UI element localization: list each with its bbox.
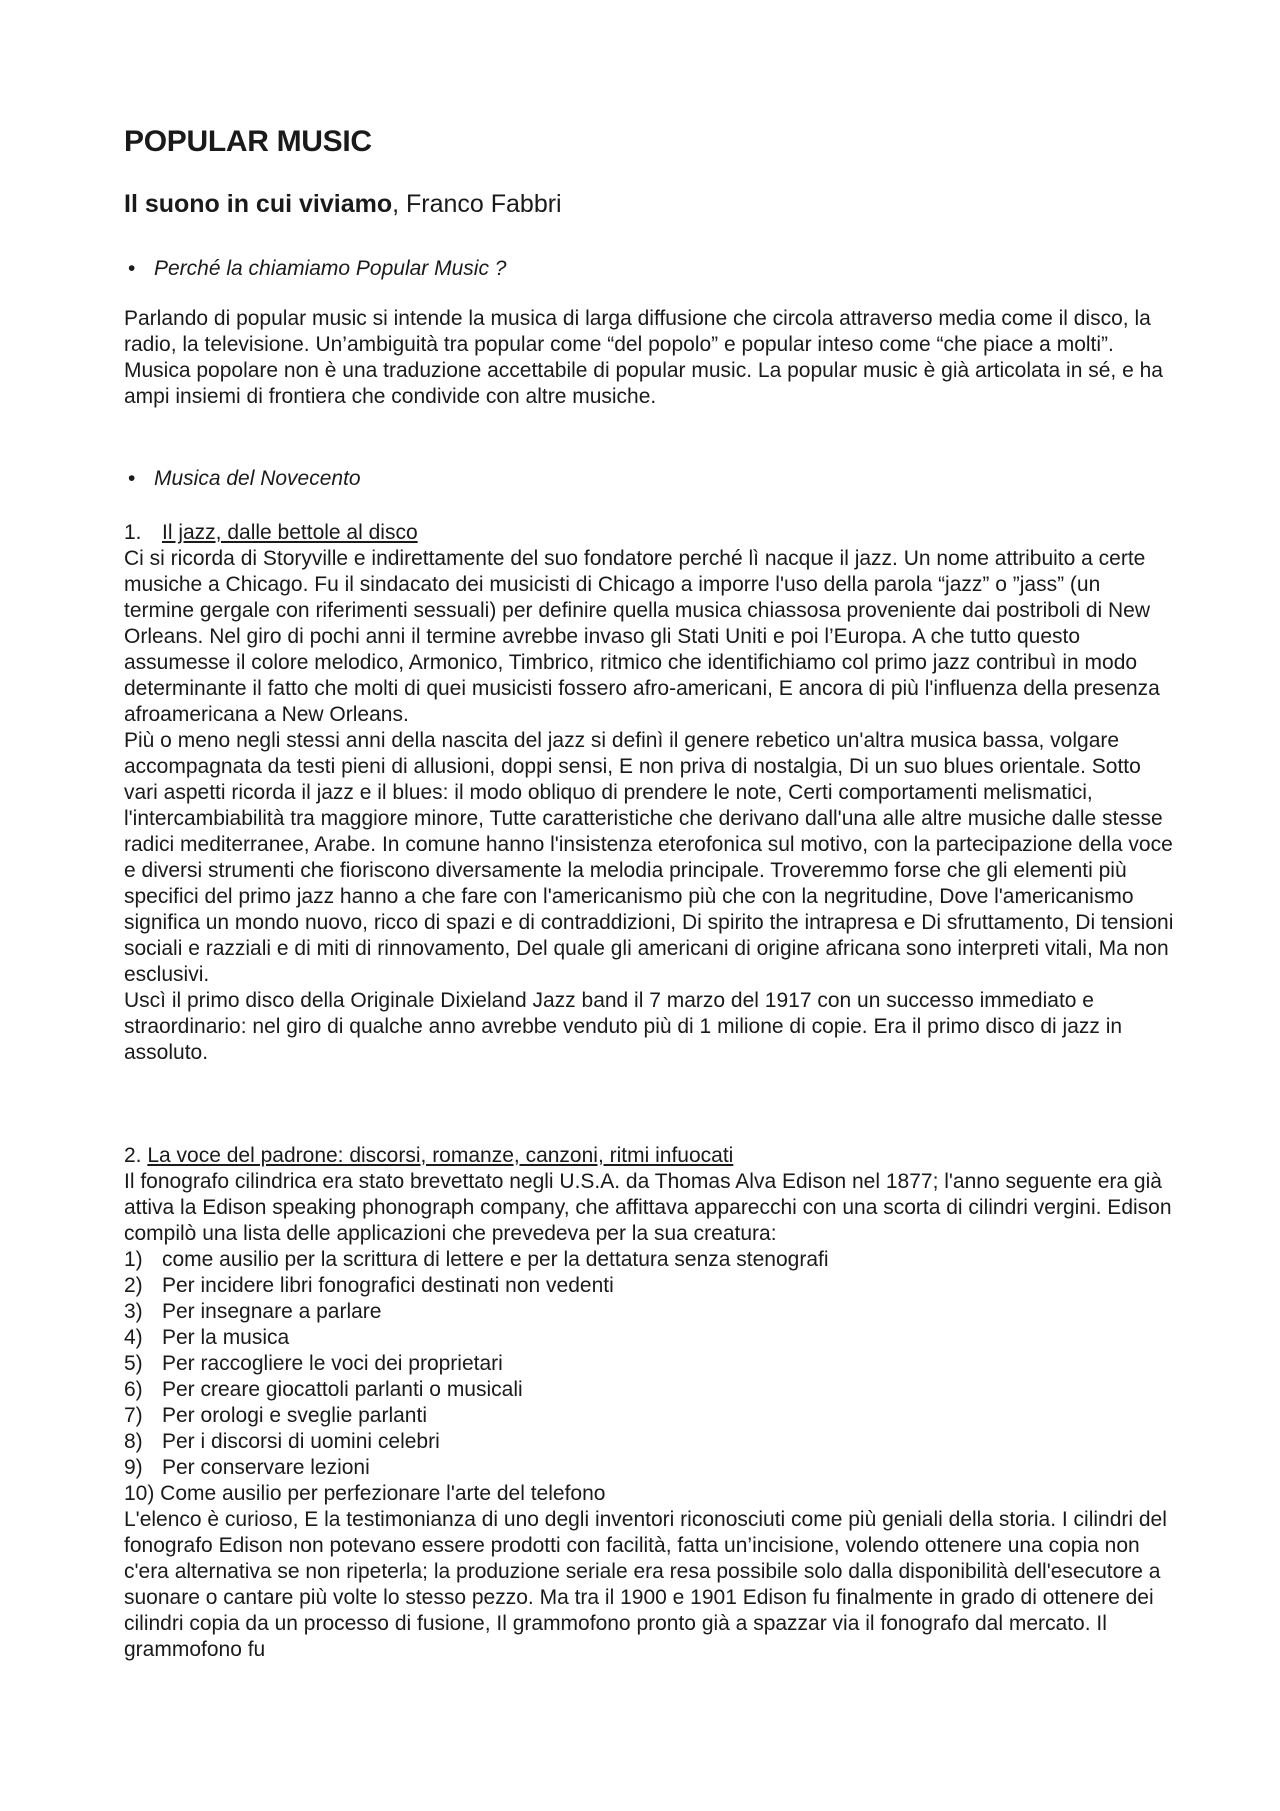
- book-reference: [124, 189, 562, 219]
- book-title: Il suono in cui viviamo: [124, 190, 393, 218]
- intro-paragraph: Parlando di popular music si intende la musica di larga diffusione che circola attraverso media come il disco, la radio, la televisione. Un’ambiguità tra popular come “del popolo” e popular inteso come “che piace a molti”. Musica popolare non è una traduzione accettabile di popular music. La popular music è già articolata in sé, e ha ampi insiemi di frontiera che condivide con altre musiche.: [124, 307, 1163, 408]
- section-jazz-heading: Il jazz, dalle bettole al disco: [162, 521, 418, 544]
- section-jazz-heading-line: [124, 520, 1174, 546]
- list-item: 8) Per i discorsi di uomini celebri: [124, 1430, 440, 1453]
- jazz-paragraph-2: Più o meno negli stessi anni della nascita del jazz si definì il genere rebetico un'altra musica bassa, volgare accompagnata da testi pieni di allusioni, doppi sensi, E non priva di nostalgia, Di un suo blues orientale. Sotto vari aspetti ricorda il jazz e il blues: il modo obliquo di prendere le note, Certi comportamenti melismatici, l'intercambiabilità tra maggiore minore, Tutte caratteristiche che derivano dall'una alle altre musiche dalle stesse radici mediterranee, Arabe. In comune hanno l'insistenza eterofonica sul motivo, con la partecipazione della voce e diversi strumenti che fioriscono diversamente la melodia principale. Troveremmo forse che gli elementi più specifici del primo jazz hanno a che fare con l'americanismo più che con la negritudine, Dove l'americanismo significa un mondo nuovo, ricco di spazi e di contraddizioni, Di spirito the intrapresa e Di sfruttamento, Di tensioni sociali e razziali e di miti di rinnovamento, Del quale gli americani di origine africana sono interpreti vitali, Ma non esclusivi.: [124, 729, 1174, 986]
- book-author: , Franco Fabbri: [392, 190, 562, 218]
- list-item: 4) Per la musica: [124, 1326, 290, 1349]
- bullet-question: [124, 256, 507, 282]
- list-item: 1) come ausilio per la scrittura di lettere e per la dettatura senza stenografi: [124, 1248, 829, 1271]
- bullet-dot-icon: •: [128, 467, 136, 490]
- document-title: POPULAR MUSIC: [124, 125, 372, 158]
- list-item: 2) Per incidere libri fonografici destinati non vedenti: [124, 1274, 614, 1297]
- intro-paragraph-block: [124, 306, 1174, 410]
- phonograph-closing: L'elenco è curioso, E la testimonianza di uno degli inventori riconosciuti come più geniali della storia. I cilindri del fonografo Edison non potevano essere prodotti con facilità, fatta un’incisione, volendo ottenere una copia non c'era alternativa se non ripeterla; la produzione seriale era resa possibile solo dalla disponibilità dell'esecutore a suonare o cantare più volte lo stesso pezzo. Ma tra il 1900 e 1901 Edison fu finalmente in grado di ottenere dei cilindri copia da un processo di fusione, Il grammofono pronto già a spazzar via il fonografo dal mercato. Il grammofono fu: [124, 1508, 1167, 1661]
- jazz-paragraph-3: Uscì il primo disco della Originale Dixieland Jazz band il 7 marzo del 1917 con un successo immediato e straordinario: nel giro di qualche anno avrebbe venduto più di 1 milione di copie. Era il primo disco di jazz in assoluto.: [124, 989, 1123, 1064]
- section-phonograph-number: 2.: [124, 1144, 148, 1167]
- jazz-paragraph-1: Ci si ricorda di Storyville e indirettamente del suo fondatore perché lì nacque il jazz. Un nome attribuito a certe musiche a Chicago. Fu il sindacato dei musicisti di Chicago a imporre l'uso della parola “jazz” o ”jass” (un termine gergale con riferimenti sessuali) per definire quella musica chiassosa proveniente dai postriboli di New Orleans. Nel giro di pochi anni il termine avrebbe invaso gli Stati Uniti e poi l’Europa. A che tutto questo assumesse il colore melodico, Armonico, Timbrico, ritmico che identifichiamo col primo jazz contribuì in modo determinante il fatto che molti di quei musicisti fossero afro-americani, E ancora di più l'influenza della presenza afroamericana a New Orleans.: [124, 547, 1160, 726]
- section-phonograph: [124, 1143, 1174, 1663]
- phonograph-intro: Il fonografo cilindrica era stato brevettato negli U.S.A. da Thomas Alva Edison nel 1877; l'anno seguente era già attiva la Edison speaking phonograph company, che affittava apparecchi con una scorta di cilindri vergini. Edison compilò una lista delle applicazioni che prevedeva per la sua creatura:: [124, 1170, 1172, 1245]
- list-item: 5) Per raccogliere le voci dei proprietari: [124, 1352, 503, 1375]
- list-item: 6) Per creare giocattoli parlanti o musicali: [124, 1378, 523, 1401]
- list-item: 7) Per orologi e sveglie parlanti: [124, 1404, 427, 1427]
- section-jazz-number: 1.: [124, 521, 142, 544]
- section-phonograph-heading: La voce del padrone: discorsi, romanze, canzoni, ritmi infuocati: [147, 1144, 734, 1167]
- bullet-dot-icon: •: [128, 257, 136, 280]
- edison-applications-list: [124, 1247, 1174, 1481]
- list-item: 3) Per insegnare a parlare: [124, 1300, 382, 1323]
- section-phonograph-heading-line: [124, 1143, 1174, 1169]
- bullet-novecento-text: Musica del Novecento: [154, 467, 361, 490]
- bullet-question-text: Perché la chiamiamo Popular Music ?: [154, 257, 507, 280]
- section-jazz: [124, 520, 1174, 1066]
- bullet-novecento: [124, 466, 361, 492]
- list-item: 9) Per conservare lezioni: [124, 1456, 370, 1479]
- list-item-10: 10) Come ausilio per perfezionare l'arte del telefono: [124, 1482, 606, 1505]
